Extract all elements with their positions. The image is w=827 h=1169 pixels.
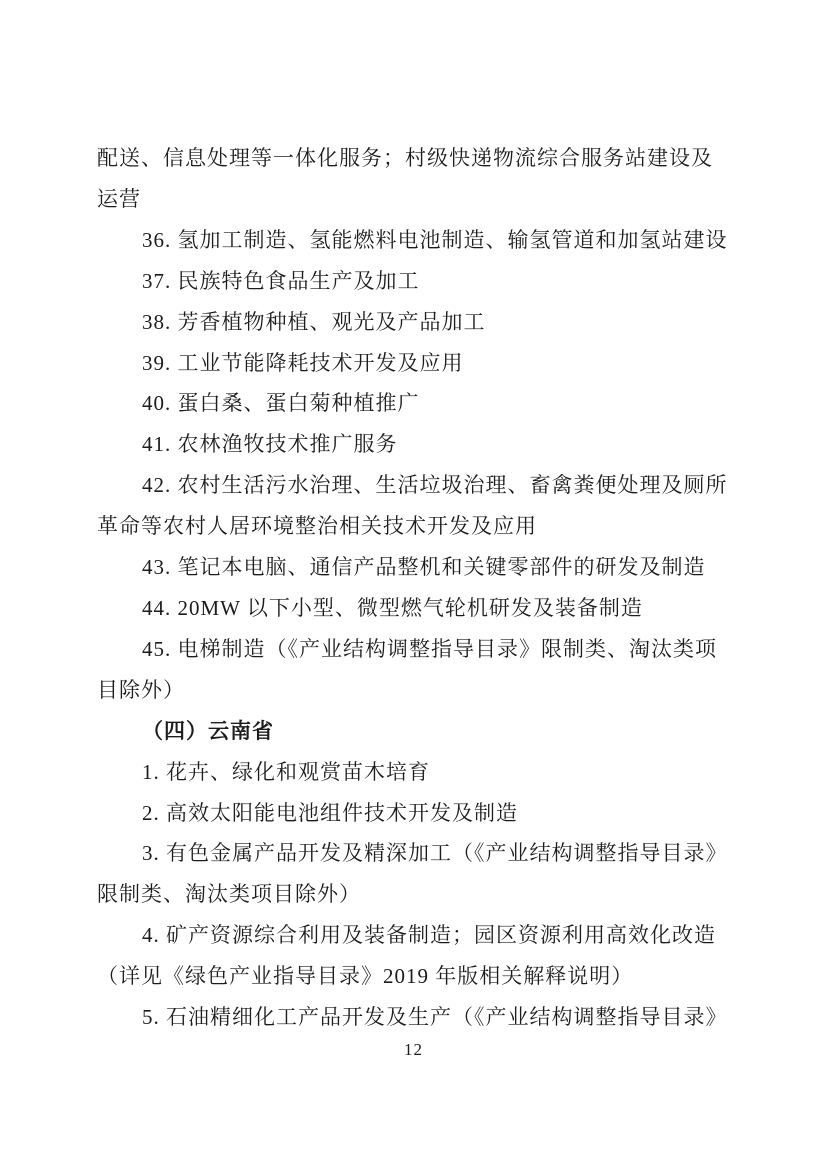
text-line-4: 37. 民族特色食品生产及加工	[142, 268, 420, 293]
text-line-16: 1. 花卉、绿化和观赏苗木培育	[142, 759, 430, 784]
text-line-3: 36. 氢加工制造、氢能燃料电池制造、输氢管道和加氢站建设	[142, 227, 728, 252]
document-body	[97, 138, 733, 1038]
text-line-22: 5. 石油精细化工产品开发及生产（《产业结构调整指导目录》	[142, 1005, 728, 1030]
text-line-13: 45. 电梯制造（《产业结构调整指导目录》限制类、淘汰类项	[142, 636, 717, 661]
text-line-7: 40. 蛋白桑、蛋白菊种植推广	[142, 391, 420, 416]
text-line-18: 3. 有色金属产品开发及精深加工（《产业结构调整指导目录》	[142, 841, 728, 866]
text-line-10: 革命等农村人居环境整治相关技术开发及应用	[97, 514, 537, 539]
text-line-14: 目除外）	[97, 677, 185, 702]
text-line-2: 运营	[97, 186, 141, 211]
text-line-1: 配送、信息处理等一体化服务；村级快递物流综合服务站建设及	[97, 146, 713, 170]
text-line-5: 38. 芳香植物种植、观光及产品加工	[142, 309, 486, 334]
text-line-8: 41. 农林渔牧技术推广服务	[142, 432, 398, 457]
page-number: 12	[404, 1040, 423, 1059]
text-line-19: 限制类、淘汰类项目除外）	[97, 882, 361, 907]
text-line-12: 44. 20MW 以下小型、微型燃气轮机研发及装备制造	[142, 595, 643, 620]
text-line-21: （详见《绿色产业指导目录》2019 年版相关解释说明）	[97, 964, 634, 989]
text-line-15: （四）云南省	[142, 718, 274, 743]
text-line-9: 42. 农村生活污水治理、生活垃圾治理、畜禽粪便处理及厕所	[142, 473, 728, 498]
text-line-20: 4. 矿产资源综合利用及装备制造；园区资源利用高效化改造	[142, 923, 716, 948]
text-line-17: 2. 高效太阳能电池组件技术开发及制造	[142, 800, 518, 825]
text-line-11: 43. 笔记本电脑、通信产品整机和关键零部件的研发及制造	[142, 555, 706, 580]
text-line-6: 39. 工业节能降耗技术开发及应用	[142, 350, 464, 375]
